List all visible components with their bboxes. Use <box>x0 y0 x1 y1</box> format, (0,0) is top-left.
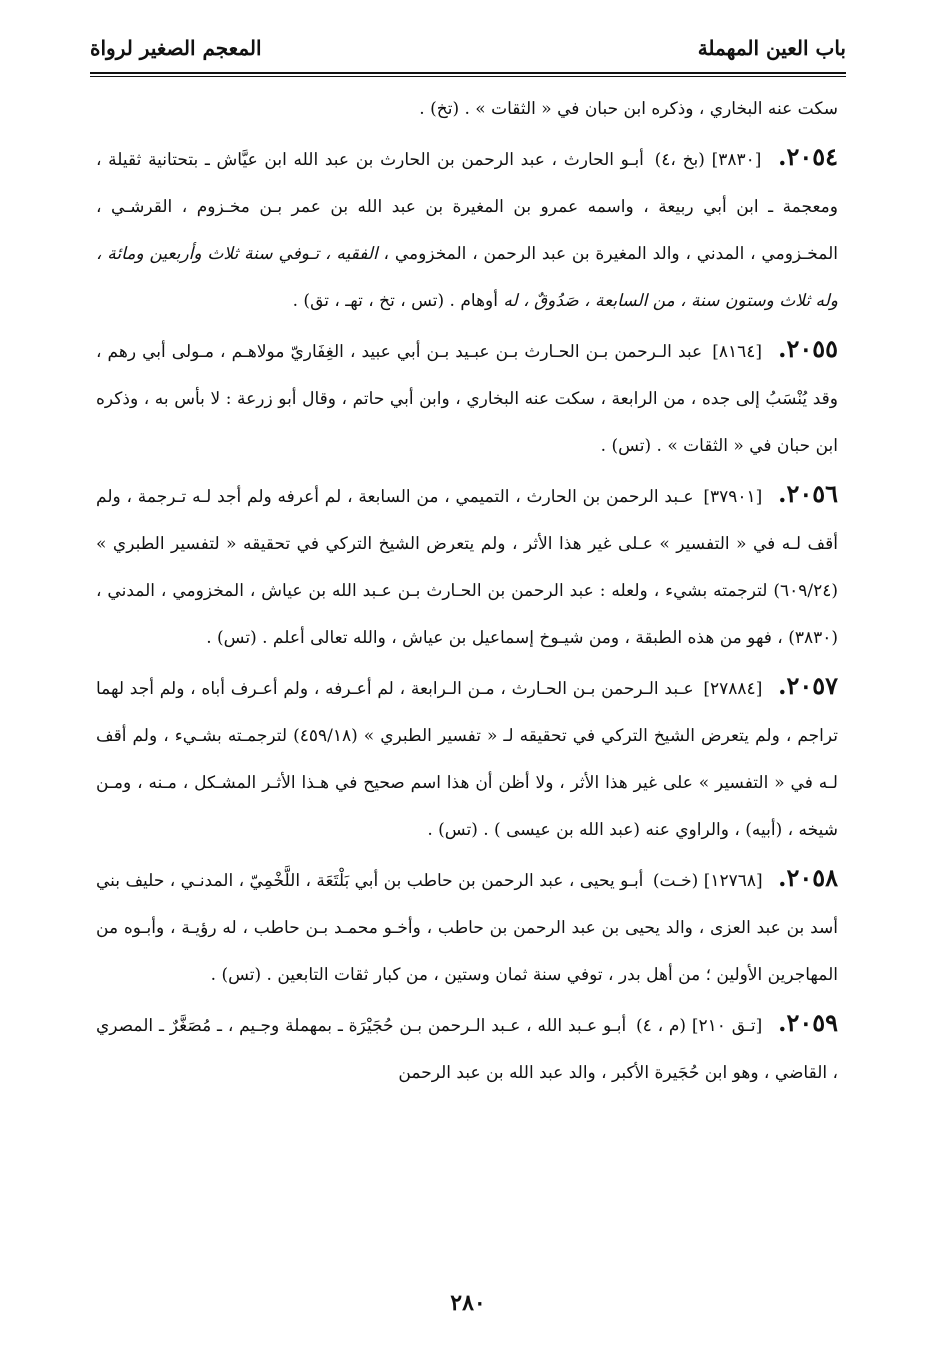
entry-number: ٢٠٥٧. <box>778 671 839 700</box>
entry-text-tail: أوهام . (تس ، تخ ، تهـ ، تق) . <box>292 291 498 311</box>
entry-reference: [٨١٦٤] <box>712 342 763 362</box>
entry-text: أبـو يحيى ، عبد الرحمن بن حاطب بن أبي بَلْتَعَة ، اللَّخْمِيّ ، المدنـي ، حليف بني أسد بن عبد العزى ، والد يحيى بن عبد الرحمن بن حاطب ، وأخـو محمـد بـن حاطب ، له رؤيـة ، وأبـوه من المهاجرين الأولين ؛ من أهل بدر ، توفي سنة ثمان وستين ، من كبار ثقات التابعين . (تس) . <box>96 871 838 985</box>
entry-reference: [٣٨٣٠] (بخ ،٤) <box>654 150 762 170</box>
page-body <box>96 86 838 1097</box>
header-rule <box>90 72 846 74</box>
chapter-title: باب العين المهملة <box>697 36 846 60</box>
entry-text: أبـو عـبد الله ، عـبد الـرحمن بـن حُجَيْرَة ـ بمهملة وجـيم ، ـ مُصَغَّرٌ ـ المصري ، القاضي ، وهو ابن حُجَيرة الأكبر ، والد عبد الله بن عبد الرحمن <box>96 1016 838 1083</box>
entry-reference: [١٢٧٦٨] (خـت) <box>652 871 763 891</box>
entry-2054 <box>96 133 838 325</box>
header-rule-thin <box>90 76 846 77</box>
entry-reference: [تـق ٢١٠] (م ، ٤) <box>636 1016 763 1036</box>
entry-number: ٢٠٥٦. <box>778 479 838 508</box>
continuation-paragraph: سكت عنه البخاري ، وذكره ابن حبان في « الثقات » . (تخ) . <box>419 99 838 119</box>
entry-text: عـبد الـرحمن بـن الحـارث ، مـن الـرابعة ، لم أعـرفه ، ولم أعـرف أباه ، ولم أجد لهما تراجم ، ولم يتعرض الشيخ التركي في تحقيقه لـ « تفسير الطبري » (٤٥٩/١٨) لترجمـته بشـيء ، ولم أقف لـه في « التفسير » على غير هذا الأثر ، ولا أظن أن هذا اسم صحيح في هـذا الأثـر المشـكل ، مـنه ، ومـن شيخه ، (أبيه) ، والراوي عنه (عبد الله بن عيسى ) . (تس) . <box>96 679 838 840</box>
running-header <box>90 28 846 70</box>
entry-text: أبـو الحارث ، عبد الرحمن بن الحارث بن عبد الله ابن عيَّاش ـ بتحتانية ثقيلة ، ومعجمة ـ ابن أبي ربيعة ، واسمه عمرو بن المغيرة بن عبد الله بن عمر بـن مخـزوم ، القرشـي ، المخـزومي ، المدني ، والد المغيرة بن عبد الرحمن ، المخزومي ، <box>96 150 838 264</box>
entry-2056 <box>96 470 838 662</box>
entry-number: ٢٠٥٥. <box>778 334 839 363</box>
entry-text-italic: الفقيه ، تـوفي سنة ثلاث وأربعين ومائة ، وله ثلاث وستون سنة ، من السابعة ، صَدُوقٌ ، له <box>96 244 838 311</box>
entry-reference: [٣٧٩٠١] <box>703 487 763 507</box>
entry-number: ٢٠٥٩. <box>778 1008 839 1037</box>
entry-2055 <box>96 325 838 470</box>
entry-text: عـبد الرحمن بن الحارث ، التميمي ، من السابعة ، لم أعرفه ولم أجد لـه تـرجمة ، ولم أقف لـه في « التفسير » عـلى غير هذا الأثر ، ولم يتعرض الشيخ التركي في تحقيقه « لتفسير الطبري » (٦٠٩/٢٤) لترجمته بشيء ، ولعله : عبد الرحمن بن الحـارث بـن عـبد الله بن عياش ، المخزومي ، المدني ، (٣٨٣٠) ، فهو من هذه الطبقة ، ومن شيـوخ إسماعيل بن عياش ، والله تعالى أعلم . (تس) . <box>96 487 838 648</box>
entry-reference: [٢٧٨٨٤] <box>703 679 763 699</box>
entry-text: عبد الـرحمن بـن الحـارث بـن عبـيد بـن أبي عبيد ، الغِفَاريّ مولاهـم ، مـولى أبي رهم ، وقد يُنْسَبُ إلى جده ، من الرابعة ، سكت عنه البخاري ، وابن أبي حاتم ، وقال أبو زرعة : لا بأس به ، وذكره ابن حبان في « الثقات » . (تس) . <box>96 342 838 456</box>
entry-2057 <box>96 662 838 854</box>
entry-2059 <box>96 999 838 1097</box>
book-title: المعجم الصغير لرواة <box>90 36 262 60</box>
entry-number: ٢٠٥٨. <box>778 863 839 892</box>
entry-number: ٢٠٥٤. <box>778 142 839 171</box>
entry-2058 <box>96 854 838 999</box>
page-number: ٢٨٠ <box>450 1290 486 1316</box>
